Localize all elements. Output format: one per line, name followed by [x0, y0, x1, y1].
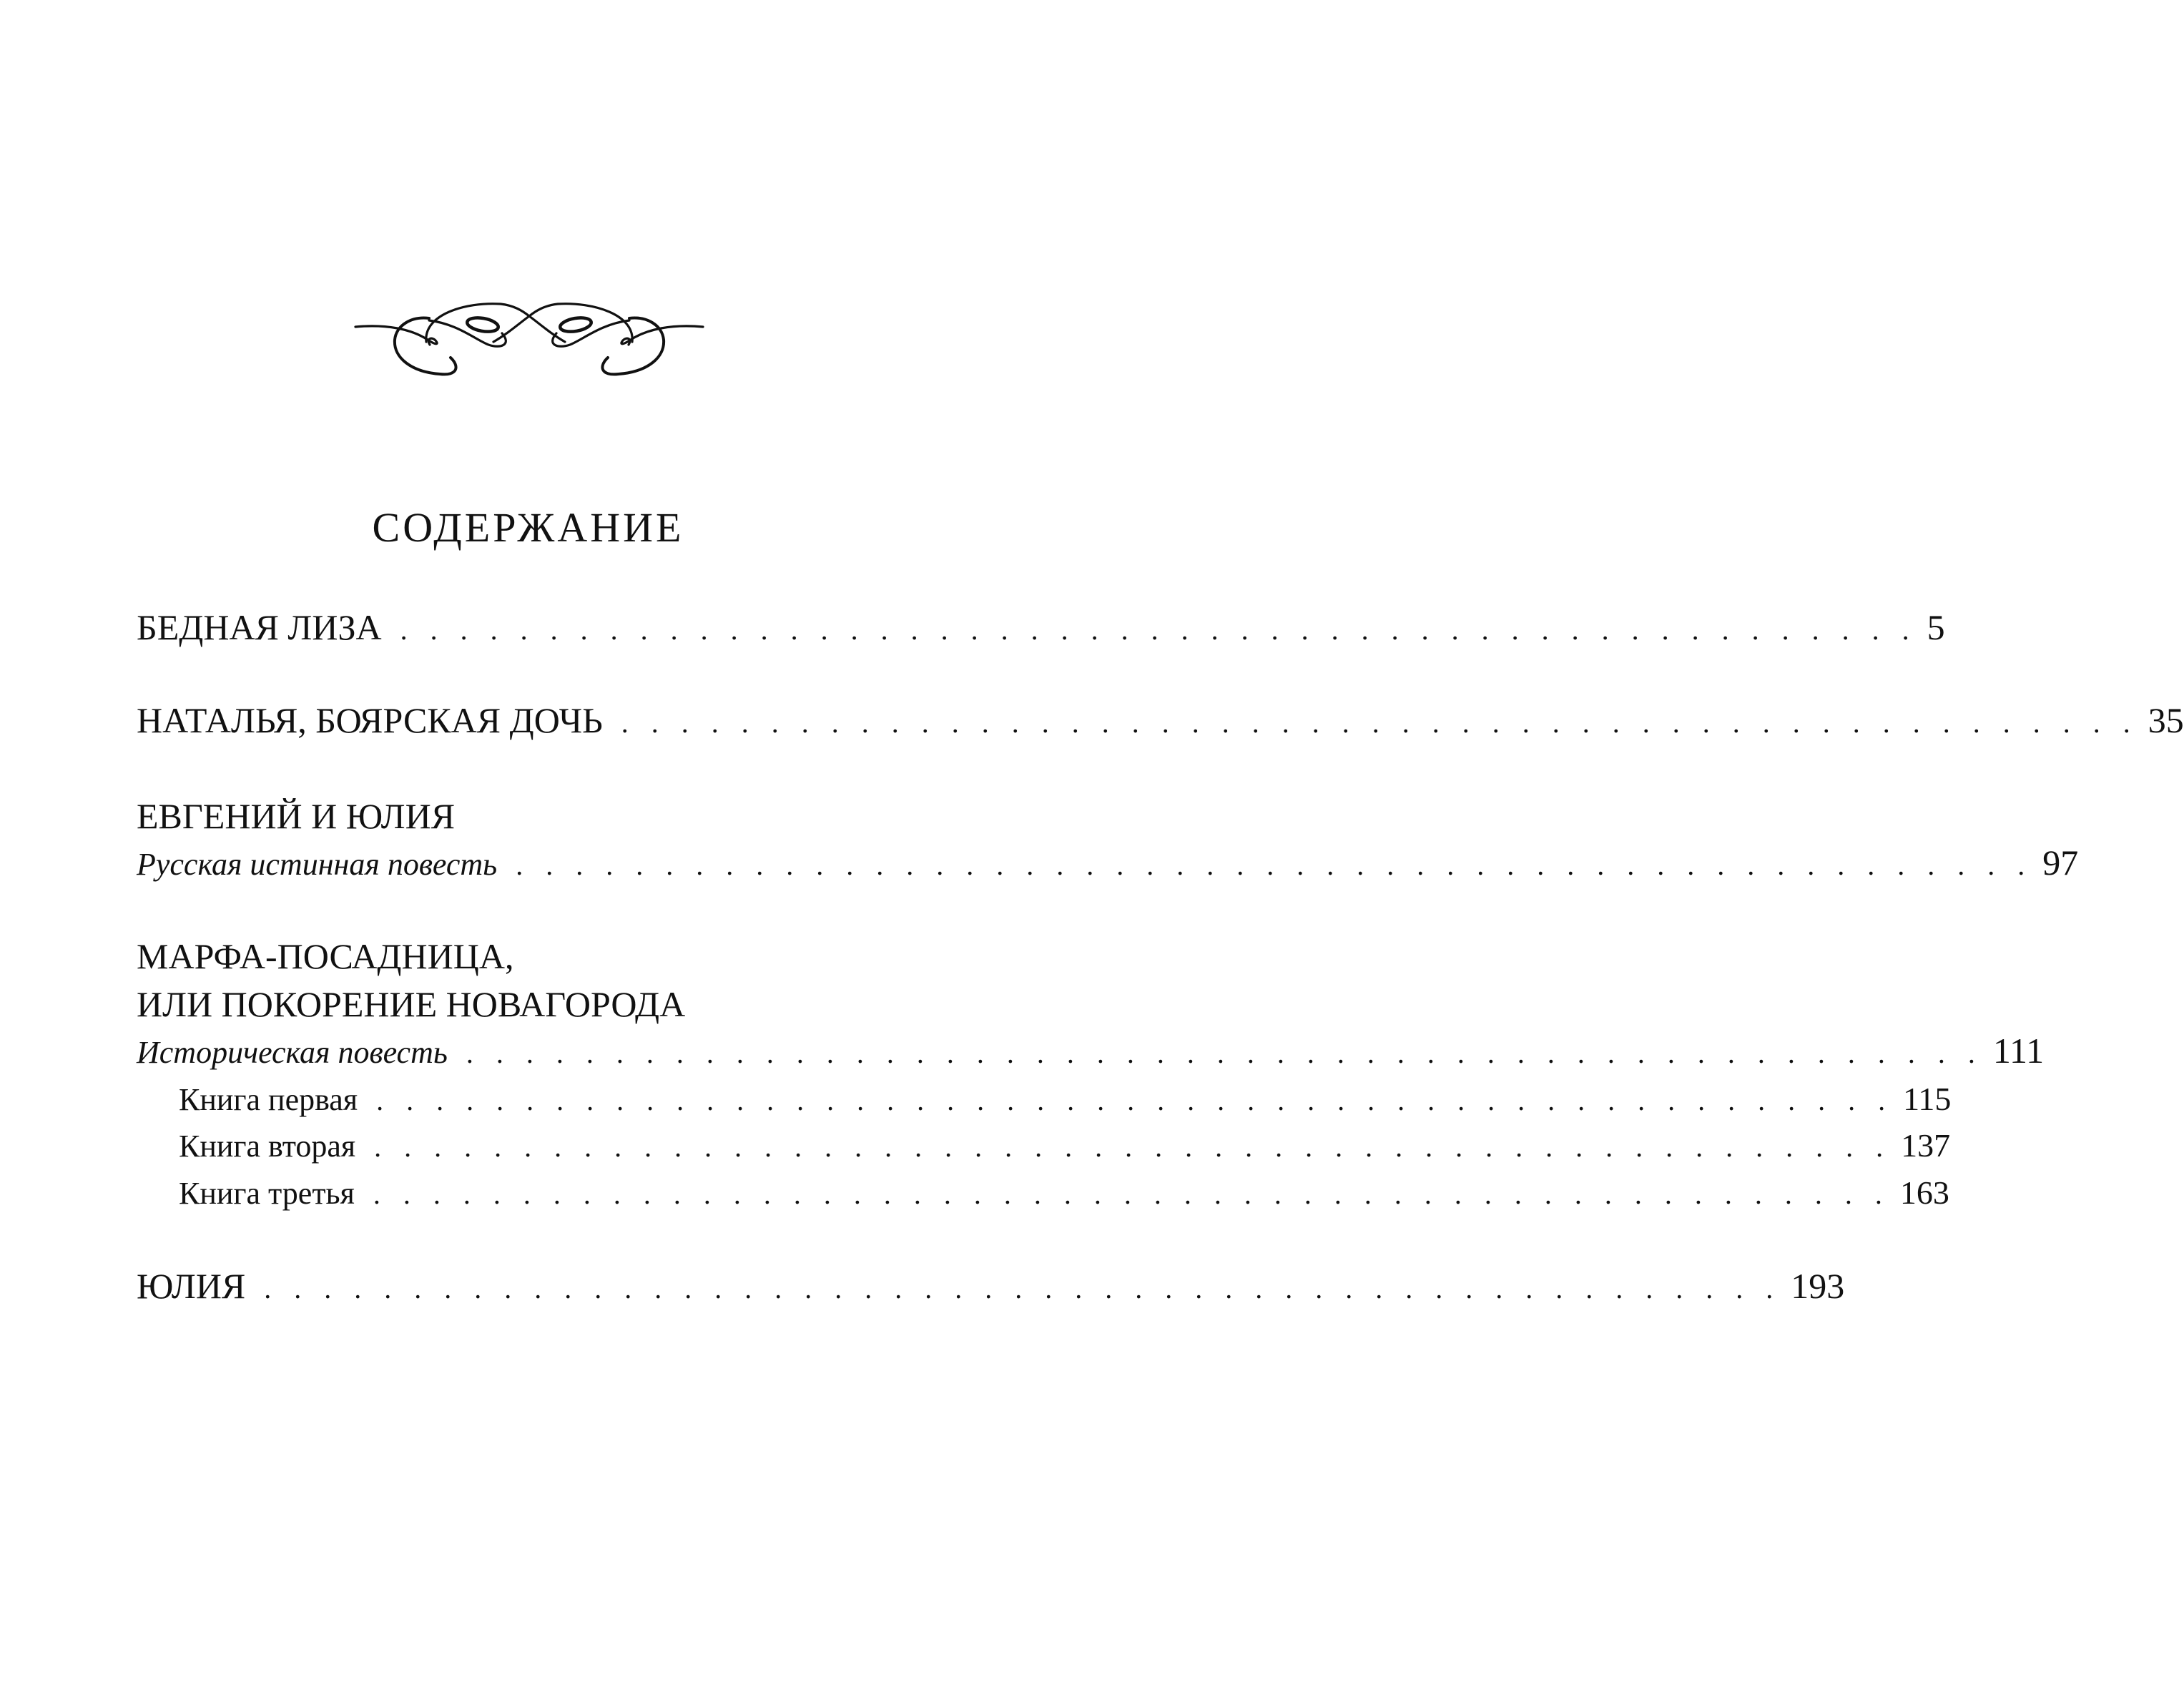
page-title: СОДЕРЖАНИЕ: [372, 504, 684, 551]
page-number: 111: [1992, 1031, 2045, 1071]
toc-subentry[interactable]: [179, 1124, 1951, 1167]
entry-title: БЕДНАЯ ЛИЗА: [137, 607, 382, 647]
entry-title: ЮЛИЯ: [137, 1266, 246, 1306]
entry-subtitle: Русская истинная повесть: [137, 847, 498, 882]
dot-leader: . . . . . . . . . . . . . . . . . . . . . . . . . . . . . . . . . . . . . . . . . . . . . . . . . . .: [374, 1131, 1892, 1163]
dot-leader: . . . . . . . . . . . . . . . . . . . . . . . . . . . . . . . . . . . . . . . . . . . . . . . . . . .: [400, 614, 1917, 646]
dot-leader: . . . . . . . . . . . . . . . . . . . . . . . . . . . . . . . . . . . . . . . . . . . . . . . . . . .: [264, 1272, 1781, 1305]
toc-entry[interactable]: [137, 1029, 2045, 1072]
toc-subentry[interactable]: [179, 1171, 1949, 1214]
entry-title-line: ИЛИ ПОКОРЕНИЕ НОВАГОРОДА: [137, 984, 686, 1024]
toc-entry[interactable]: [137, 1264, 1845, 1307]
entry-subtitle: Историческая повесть: [137, 1035, 448, 1070]
page-number: 35: [2148, 700, 2184, 740]
page-number: 137: [1901, 1127, 1951, 1164]
page-number: 163: [1899, 1174, 1949, 1211]
toc-entry[interactable]: [137, 841, 2079, 884]
toc-entry[interactable]: [137, 699, 2184, 742]
toc-entry-title: [137, 983, 921, 1026]
subentry-title: Книга первая: [179, 1082, 358, 1117]
dot-leader: . . . . . . . . . . . . . . . . . . . . . . . . . . . . . . . . . . . . . . . . . . . . . . . . . . .: [621, 707, 2138, 739]
dot-leader: . . . . . . . . . . . . . . . . . . . . . . . . . . . . . . . . . . . . . . . . . . . . . . . . . . .: [373, 1178, 1890, 1210]
toc-subentry[interactable]: [179, 1078, 1952, 1121]
entry-title-line: МАРФА-ПОСАДНИЦА,: [137, 936, 514, 976]
toc-entry-title: [137, 935, 921, 978]
dot-leader: . . . . . . . . . . . . . . . . . . . . . . . . . . . . . . . . . . . . . . . . . . . . . . . . . . .: [466, 1037, 1983, 1069]
toc-entry[interactable]: [137, 606, 1945, 649]
subentry-title: Книга третья: [179, 1176, 355, 1211]
page-number: 193: [1791, 1266, 1845, 1306]
page-number: 97: [2042, 842, 2079, 883]
entry-title: НАТАЛЬЯ, БОЯРСКАЯ ДОЧЬ: [137, 700, 603, 740]
entry-title: ЕВГЕНИЙ И ЮЛИЯ: [137, 796, 456, 836]
flourish-ornament-icon: [343, 300, 715, 393]
toc-entry-title: [137, 795, 921, 837]
subentry-title: Книга вторая: [179, 1129, 356, 1164]
page-number: 115: [1903, 1081, 1952, 1117]
dot-leader: . . . . . . . . . . . . . . . . . . . . . . . . . . . . . . . . . . . . . . . . . . . . . . . . . . .: [516, 849, 2033, 881]
page-number: 5: [1927, 607, 1945, 647]
dot-leader: . . . . . . . . . . . . . . . . . . . . . . . . . . . . . . . . . . . . . . . . . . . . . . . . . . .: [376, 1084, 1894, 1116]
